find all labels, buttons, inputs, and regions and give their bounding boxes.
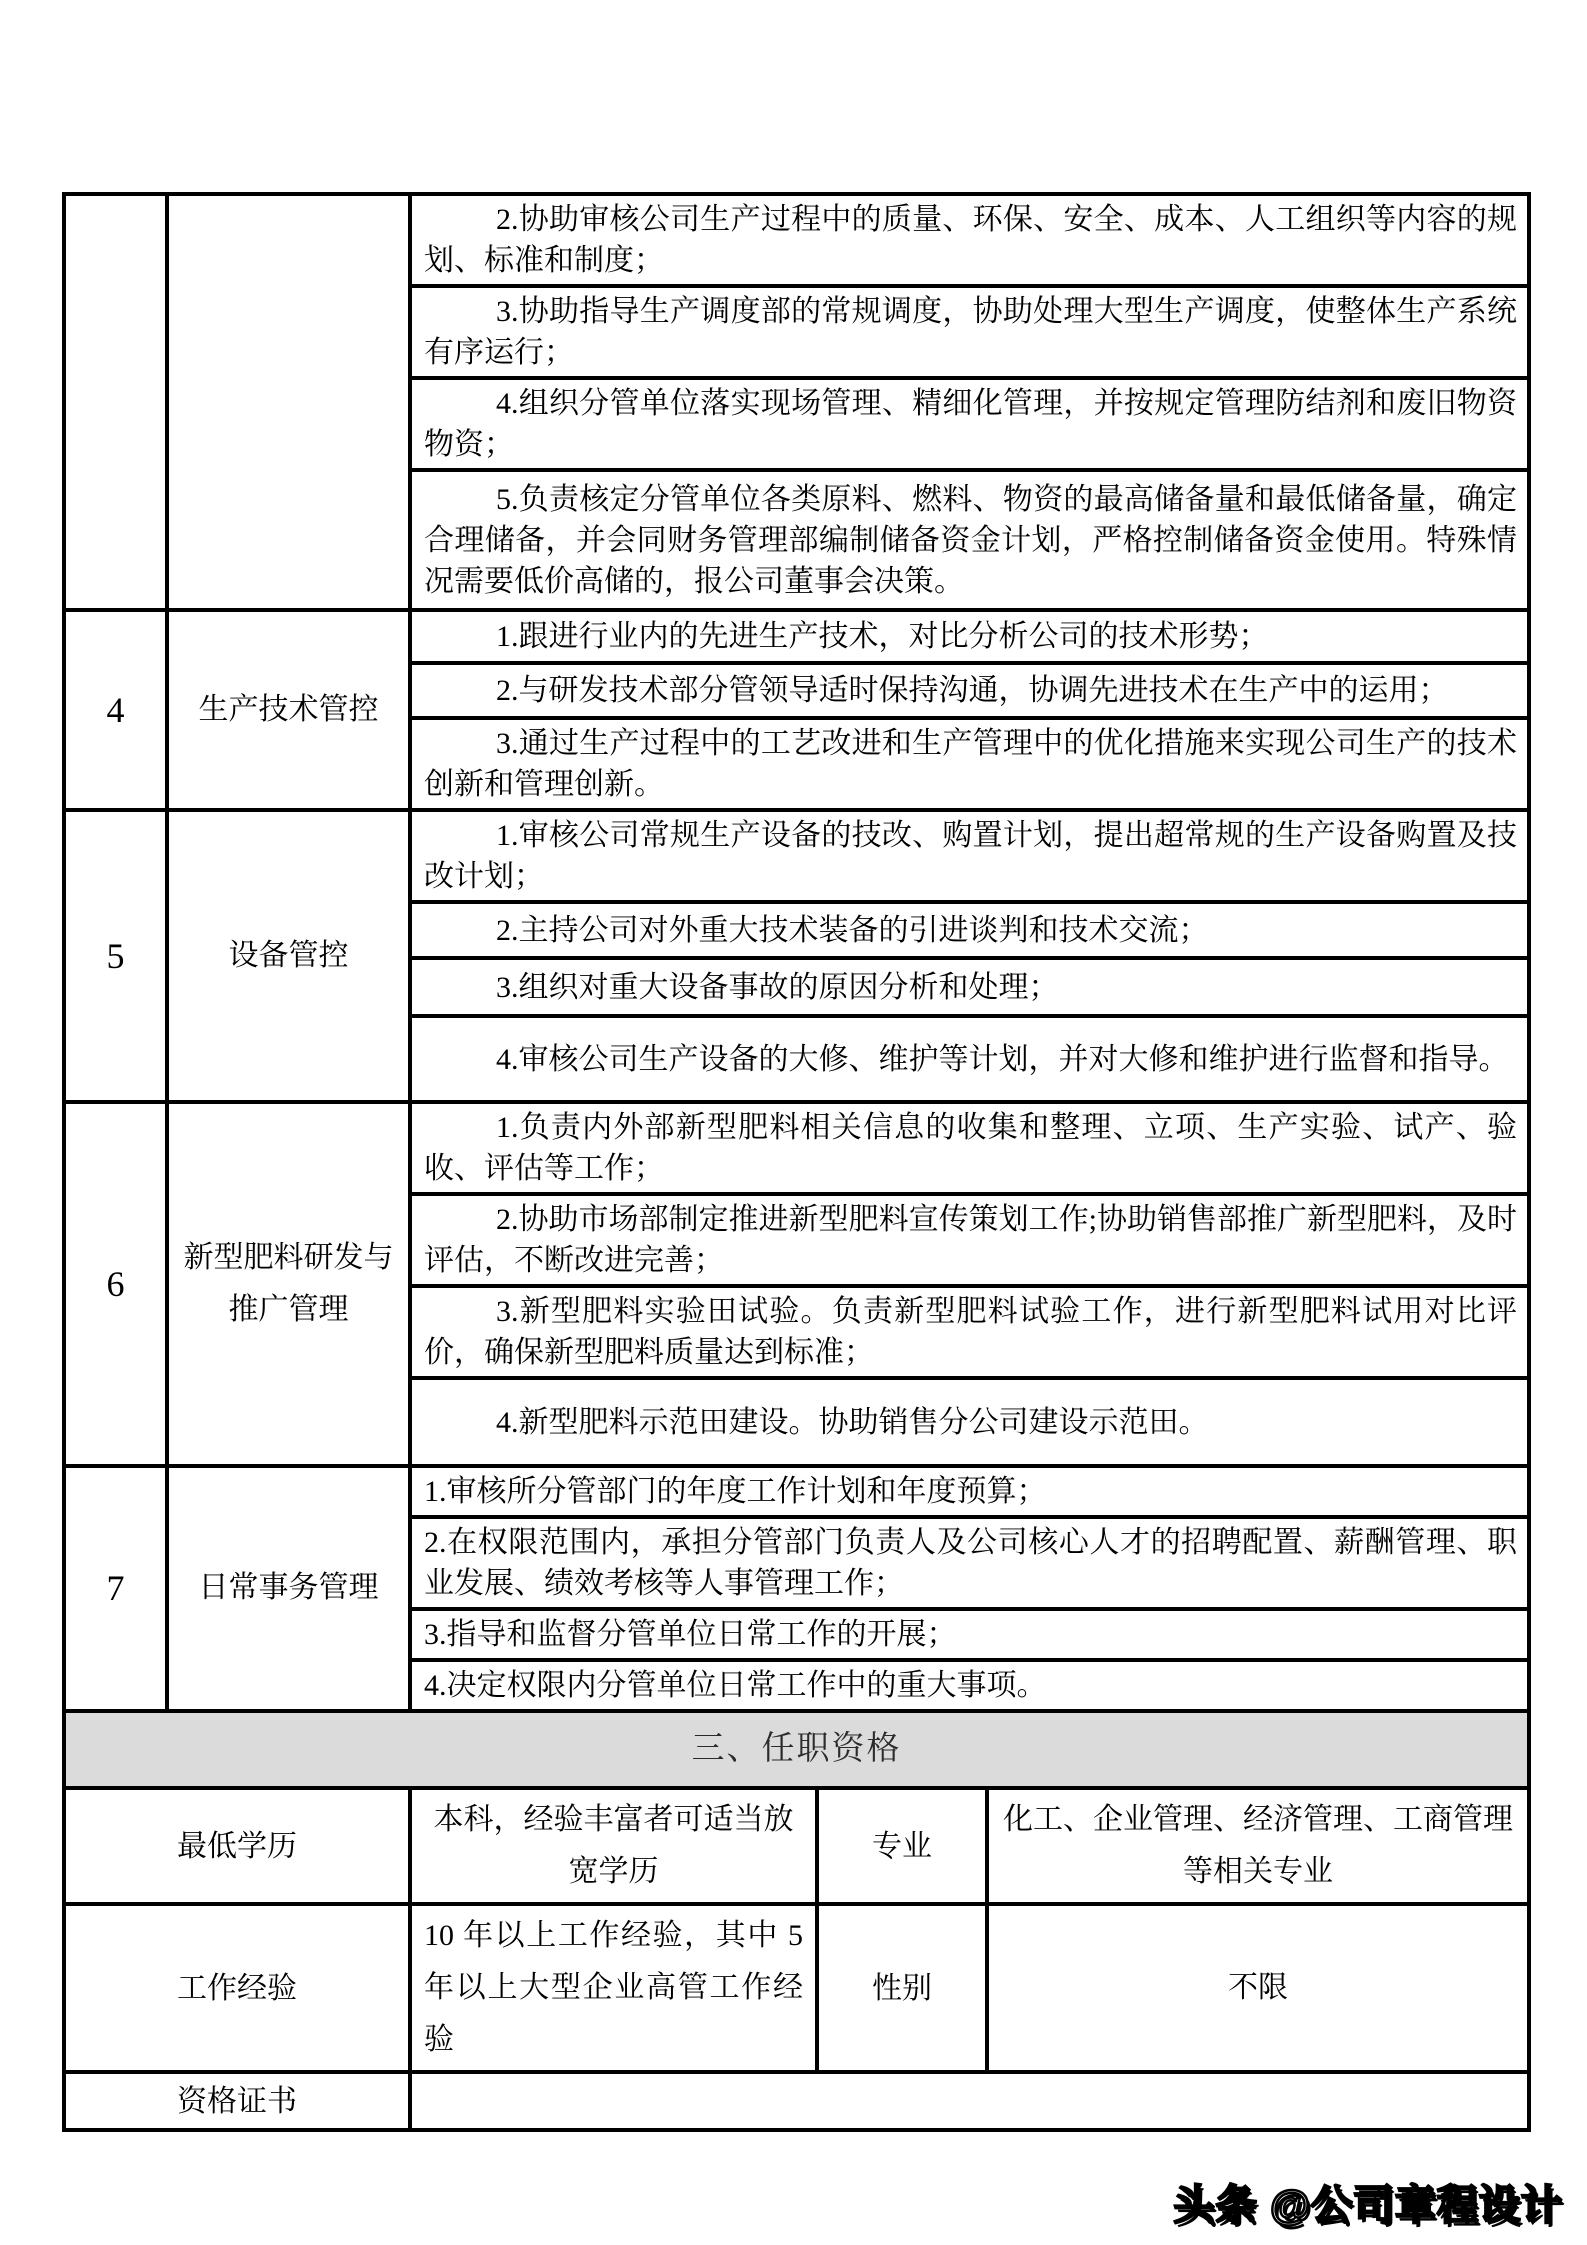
duty-item-cell: 1.审核公司常规生产设备的技改、购置计划，提出超常规的生产设备购置及技改计划； (410, 810, 1529, 902)
gender-value: 不限 (987, 1904, 1529, 2072)
duty-item-cell: 3.指导和监督分管单位日常工作的开展； (410, 1609, 1529, 1660)
duty-item-cell: 4.决定权限内分管单位日常工作中的重大事项。 (410, 1660, 1529, 1711)
duty-item-cell: 3.组织对重大设备事故的原因分析和处理； (410, 958, 1529, 1016)
duty-item-cell: 2.协助市场部制定推进新型肥料宣传策划工作;协助销售部推广新型肥料，及时评估，不断改进完善； (410, 1194, 1529, 1286)
duty-item-cell: 1.跟进行业内的先进生产技术，对比分析公司的技术形势； (410, 610, 1529, 663)
duty-category-cell: 设备管控 (167, 810, 410, 1102)
serial-number-cell (64, 194, 167, 610)
experience-label: 工作经验 (64, 1904, 410, 2072)
certificate-label: 资格证书 (64, 2072, 410, 2130)
duty-item-cell: 4.组织分管单位落实现场管理、精细化管理，并按规定管理防结剂和废旧物资物资； (410, 378, 1529, 470)
duty-item-cell: 4.审核公司生产设备的大修、维护等计划，并对大修和维护进行监督和指导。 (410, 1016, 1529, 1102)
duty-item-cell: 2.在权限范围内，承担分管部门负责人及公司核心人才的招聘配置、薪酬管理、职业发展、绩效考核等人事管理工作； (410, 1517, 1529, 1609)
duty-item-cell: 5.负责核定分管单位各类原料、燃料、物资的最高储备量和最低储备量，确定合理储备，并会同财务管理部编制储备资金计划，严格控制储备资金使用。特殊情况需要低价高储的，报公司董事会决策。 (410, 470, 1529, 610)
qualifications-section-header: 三、任职资格 (64, 1711, 1529, 1788)
duty-item-cell: 3.通过生产过程中的工艺改进和生产管理中的优化措施来实现公司生产的技术创新和管理创新。 (410, 718, 1529, 810)
gender-label: 性别 (817, 1904, 987, 2072)
duty-item-cell: 2.协助审核公司生产过程中的质量、环保、安全、成本、人工组织等内容的规划、标准和制度； (410, 194, 1529, 286)
major-label: 专业 (817, 1788, 987, 1904)
duty-category-cell: 新型肥料研发与推广管理 (167, 1102, 410, 1466)
duty-item-cell: 4.新型肥料示范田建设。协助销售分公司建设示范田。 (410, 1378, 1529, 1466)
certificate-value (410, 2072, 1529, 2130)
education-value: 本科，经验丰富者可适当放宽学历 (410, 1788, 817, 1904)
duty-item-cell: 1.负责内外部新型肥料相关信息的收集和整理、立项、生产实验、试产、验收、评估等工作； (410, 1102, 1529, 1194)
duty-category-cell (167, 194, 410, 610)
duty-item-cell: 3.新型肥料实验田试验。负责新型肥料试验工作，进行新型肥料试用对比评价，确保新型肥料质量达到标准； (410, 1286, 1529, 1378)
watermark-text: 头条 @公司章程设计 (1173, 2182, 1563, 2228)
duty-category-cell: 生产技术管控 (167, 610, 410, 810)
serial-number-cell: 5 (64, 810, 167, 1102)
serial-number-cell: 7 (64, 1466, 167, 1711)
major-value: 化工、企业管理、经济管理、工商管理等相关专业 (987, 1788, 1529, 1904)
duty-category-cell: 日常事务管理 (167, 1466, 410, 1711)
serial-number-cell: 6 (64, 1102, 167, 1466)
education-label: 最低学历 (64, 1788, 410, 1904)
duty-item-cell: 3.协助指导生产调度部的常规调度，协助处理大型生产调度，使整体生产系统有序运行； (410, 286, 1529, 378)
duty-item-cell: 2.与研发技术部分管领导适时保持沟通，协调先进技术在生产中的运用； (410, 663, 1529, 718)
job-description-table (62, 192, 1531, 2132)
serial-number-cell: 4 (64, 610, 167, 810)
duty-item-cell: 1.审核所分管部门的年度工作计划和年度预算； (410, 1466, 1529, 1517)
experience-value: 10 年以上工作经验，其中 5 年以上大型企业高管工作经验 (410, 1904, 817, 2072)
duty-item-cell: 2.主持公司对外重大技术装备的引进谈判和技术交流； (410, 902, 1529, 958)
